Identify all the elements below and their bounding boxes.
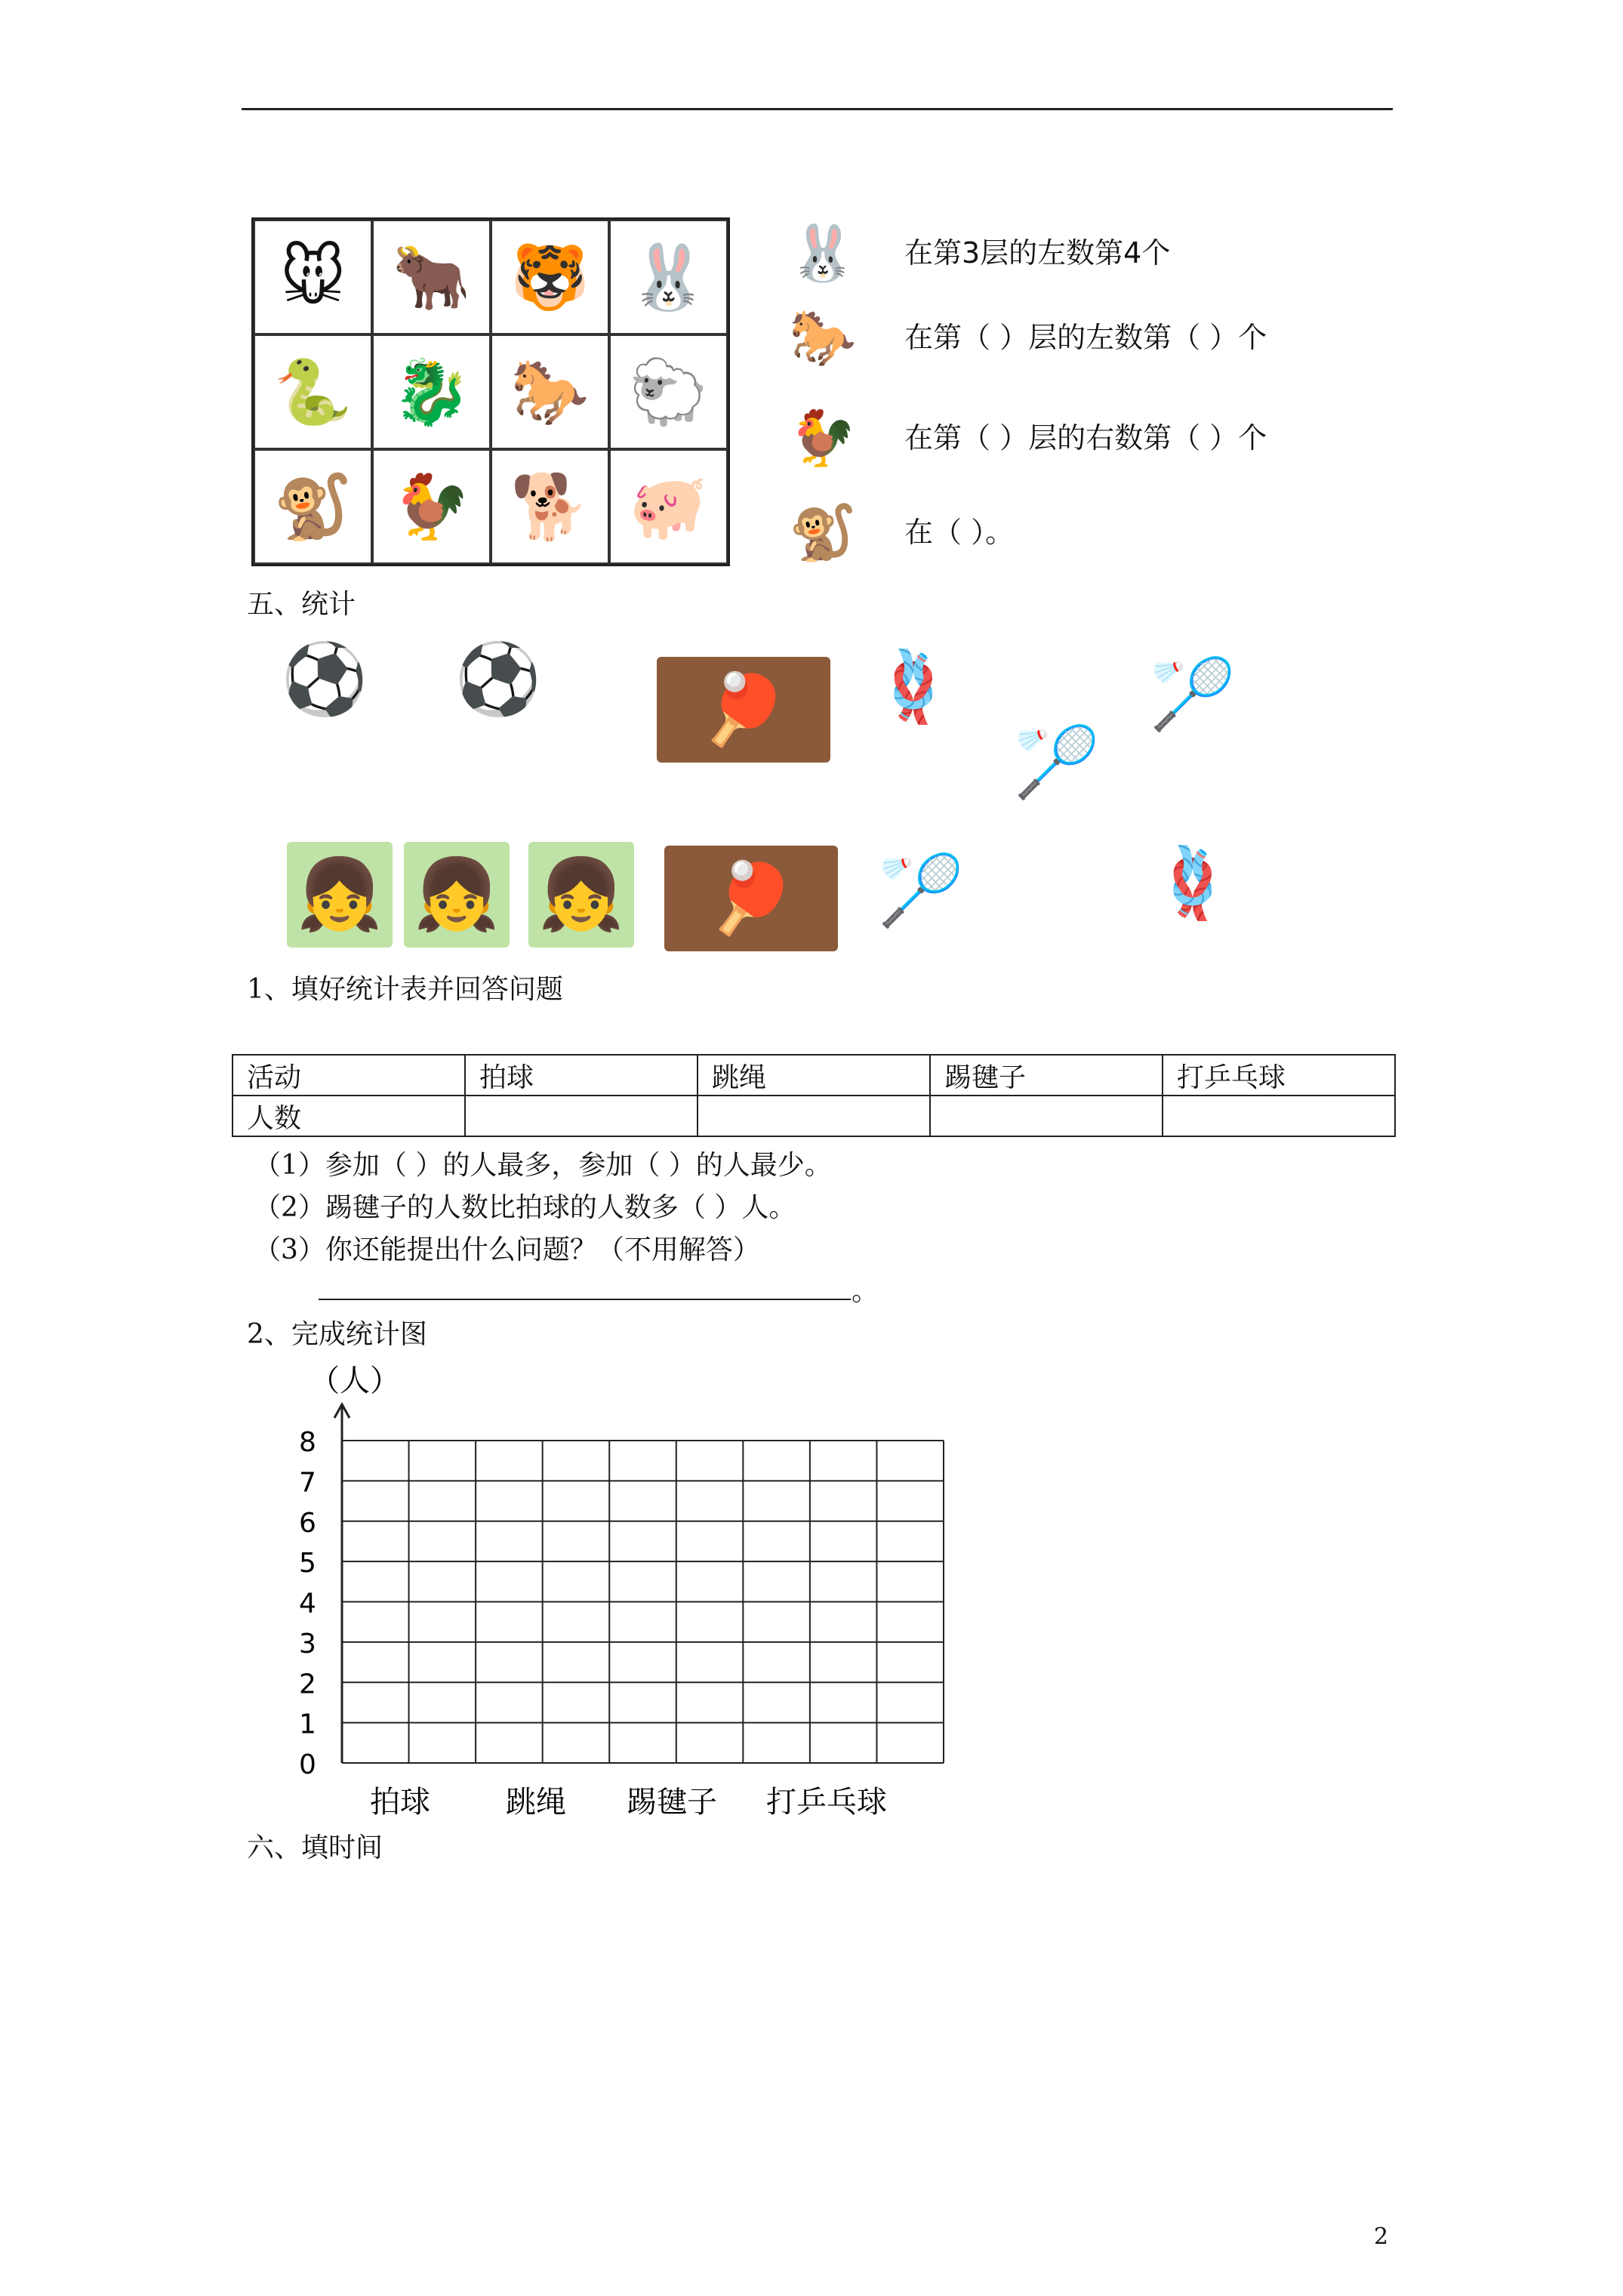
grid-cell: [491, 449, 609, 564]
y-tick-label: 1: [299, 1709, 316, 1740]
table-cell: 跳绳: [698, 1055, 930, 1096]
zodiac-question-text: 在（ ）。: [904, 516, 1015, 549]
jump-rope-icon: 👧: [404, 842, 510, 948]
rooster-icon: 🐓: [392, 469, 471, 544]
grid-cell: [254, 449, 372, 564]
y-tick-label: 4: [299, 1588, 316, 1620]
y-tick-label: 3: [299, 1628, 316, 1660]
mouse-icon: 🐭: [279, 240, 346, 314]
sheep-icon: 🐑: [629, 354, 708, 429]
shuttlecock-kicking-icon: 🏸: [1149, 654, 1236, 735]
jump-rope-icon: 🪢: [1149, 843, 1236, 923]
x-category-label: 拍球: [370, 1785, 430, 1820]
table-cell: 拍球: [465, 1055, 698, 1096]
grid-cell: [609, 220, 728, 334]
end-mark: 。: [852, 1276, 879, 1307]
rabbit-icon: 🐰: [789, 220, 857, 285]
table-row: [233, 1096, 1395, 1136]
table-cell: 活动: [233, 1055, 465, 1096]
jump-rope-icon: 👧: [528, 842, 634, 948]
y-tick-label: 6: [299, 1507, 316, 1539]
rooster-icon: 🐓: [789, 405, 857, 470]
q1-line-1: （1）参加（ ）的人最多，参加（ ）的人最少。: [254, 1150, 832, 1181]
y-tick-label: 7: [299, 1467, 316, 1499]
zodiac-question-text: 在第（ ）层的右数第（ ）个: [904, 421, 1267, 455]
q1-line-2: （2）踢毽子的人数比拍球的人数多（ ）人。: [254, 1192, 796, 1223]
shuttlecock-kicking-icon: 🏸: [877, 850, 965, 931]
answer-cell[interactable]: [930, 1096, 1163, 1136]
zodiac-grid: [251, 217, 730, 566]
grid-cell: [254, 334, 372, 449]
rabbit-icon: 🐰: [629, 239, 708, 314]
zodiac-question-row: [785, 300, 1267, 375]
shuttlecock-kicking-icon: 🏸: [1013, 722, 1101, 803]
zodiac-question-row: [785, 495, 1014, 570]
grid-cell: [609, 334, 728, 449]
q1-title: 1、填好统计表并回答问题: [247, 974, 563, 1005]
y-axis-label: （人）: [310, 1364, 400, 1398]
zodiac-question-text: 在第（ ）层的左数第（ ）个: [904, 321, 1267, 354]
y-tick-label: 8: [299, 1427, 316, 1458]
table-cell: 踢毽子: [930, 1055, 1163, 1096]
statistics-table: [232, 1054, 1396, 1137]
answer-cell[interactable]: [465, 1096, 698, 1136]
ball-bouncing-icon: ⚽: [281, 639, 368, 720]
zodiac-question-row: [785, 215, 1170, 291]
monkey-icon: 🐒: [789, 500, 857, 564]
table-cell: 打乒乓球: [1163, 1055, 1395, 1096]
answer-blank-line[interactable]: [319, 1299, 851, 1300]
jump-rope-icon: 🪢: [870, 646, 957, 727]
grid-cell: [372, 220, 491, 334]
zodiac-question-row: [785, 400, 1267, 476]
zodiac-question-text: 在第3层的左数第4个: [904, 236, 1171, 270]
snake-icon: 🐍: [273, 354, 353, 429]
header-rule: [242, 108, 1393, 110]
horse-icon: 🐎: [510, 354, 590, 429]
answer-cell[interactable]: [1163, 1096, 1395, 1136]
zodiac-questions: [785, 215, 1404, 570]
table-tennis-icon: 🏓: [657, 657, 830, 763]
x-category-label: 打乒乓球: [766, 1785, 887, 1820]
section6-title: 六、填时间: [247, 1832, 383, 1863]
x-category-label: 跳绳: [506, 1785, 566, 1820]
activity-pictures: [272, 627, 1268, 959]
q1-line-3: （3）你还能提出什么问题？（不用解答）: [254, 1234, 760, 1265]
monkey-icon: 🐒: [273, 469, 353, 544]
y-tick-label: 2: [299, 1669, 316, 1700]
jump-rope-icon: 👧: [287, 842, 393, 948]
grid-cell: [372, 334, 491, 449]
answer-cell[interactable]: [698, 1096, 930, 1136]
grid-cell: [254, 220, 372, 334]
page-number: 2: [1374, 2224, 1389, 2250]
tiger-icon: 🐯: [510, 239, 590, 314]
table-tennis-icon: 🏓: [664, 846, 838, 951]
table-cell: 人数: [233, 1096, 465, 1136]
q2-title: 2、完成统计图: [247, 1319, 427, 1350]
y-tick-label: 5: [299, 1548, 316, 1579]
pig-icon: 🐖: [629, 469, 708, 544]
grid-cell: [372, 449, 491, 564]
grid-cell: [609, 449, 728, 564]
section5-title: 五、统计: [247, 589, 356, 620]
ox-icon: 🐂: [392, 239, 471, 314]
ball-bouncing-icon: ⚽: [454, 639, 542, 720]
dog-icon: 🐕: [510, 469, 590, 544]
y-tick-label: 0: [299, 1749, 316, 1780]
table-header-row: [233, 1055, 1395, 1096]
statistics-bar-chart[interactable]: [279, 1351, 974, 1835]
grid-cell: [491, 334, 609, 449]
horse-icon: 🐎: [789, 305, 857, 369]
x-category-label: 踢毽子: [627, 1785, 717, 1820]
grid-cell: [491, 220, 609, 334]
dragon-icon: 🐉: [392, 354, 471, 429]
